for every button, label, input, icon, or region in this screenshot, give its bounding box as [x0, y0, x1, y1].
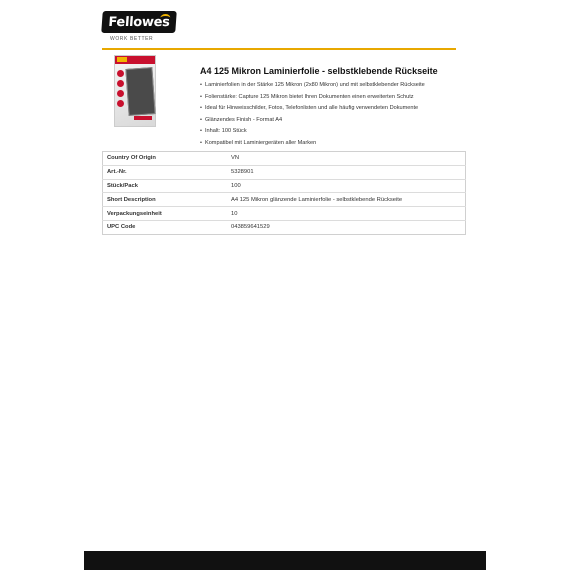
spec-key: Country Of Origin — [107, 155, 156, 162]
feature-icon — [117, 70, 124, 77]
package-brand-mark — [134, 116, 152, 120]
package-logo-badge — [117, 57, 127, 62]
table-row — [103, 152, 466, 166]
feature-icon — [117, 100, 124, 107]
spec-key: UPC Code — [103, 220, 228, 234]
feature-icon — [117, 90, 124, 97]
spec-key: Verpackungseinheit — [103, 207, 228, 221]
table-row — [103, 165, 466, 179]
product-sheet — [84, 0, 486, 570]
table-row — [103, 220, 466, 234]
feature-item: • Laminierfolien in der Stärke 125 Mikron (2x80 Mikron) und mit selbstklebender Rückseite — [200, 80, 490, 92]
product-title: A4 125 Mikron Laminierfolie - selbstklebende Rückseite — [200, 66, 438, 76]
feature-list — [200, 80, 490, 150]
table-row — [103, 179, 466, 193]
brand-tagline: WORK BETTER — [110, 36, 154, 42]
spec-key: Stück/Pack — [103, 179, 228, 193]
spec-table — [102, 151, 466, 235]
header-divider — [102, 48, 456, 50]
feature-item: • Kompatibel mit Laminiergeräten aller Marken — [200, 138, 490, 150]
package-feature-icons — [117, 70, 125, 110]
feature-item: • Inhalt: 100 Stück — [200, 126, 490, 138]
logo-text: Fellowes — [107, 14, 171, 30]
table-row — [103, 207, 466, 221]
spec-value: 100 — [227, 179, 466, 193]
product-image — [114, 55, 156, 127]
footer-bar — [84, 551, 486, 570]
feature-item: • Folienstärke: Capture 125 Mikron bietet Ihren Dokumenten einen erweiterten Schutz — [200, 92, 490, 104]
table-row — [103, 193, 466, 207]
spec-key: Short Description — [103, 193, 228, 207]
fellowes-logo — [101, 11, 177, 33]
feature-item: • Glänzendes Finish - Format A4 — [200, 115, 490, 127]
feature-icon — [117, 80, 124, 87]
spec-key: Art.-Nr. — [103, 165, 228, 179]
spec-value: 043859641529 — [227, 220, 466, 234]
package-photo — [125, 67, 155, 116]
spec-value: 10 — [227, 207, 466, 221]
spec-value: VN — [231, 155, 240, 162]
spec-value: 5328901 — [227, 165, 466, 179]
feature-item: • Ideal für Hinweisschilder, Fotos, Telefonlisten und alle häufig verwendeten Dokumente — [200, 103, 490, 115]
spec-value: A4 125 Mikron glänzende Laminierfolie - selbstklebende Rückseite — [227, 193, 466, 207]
